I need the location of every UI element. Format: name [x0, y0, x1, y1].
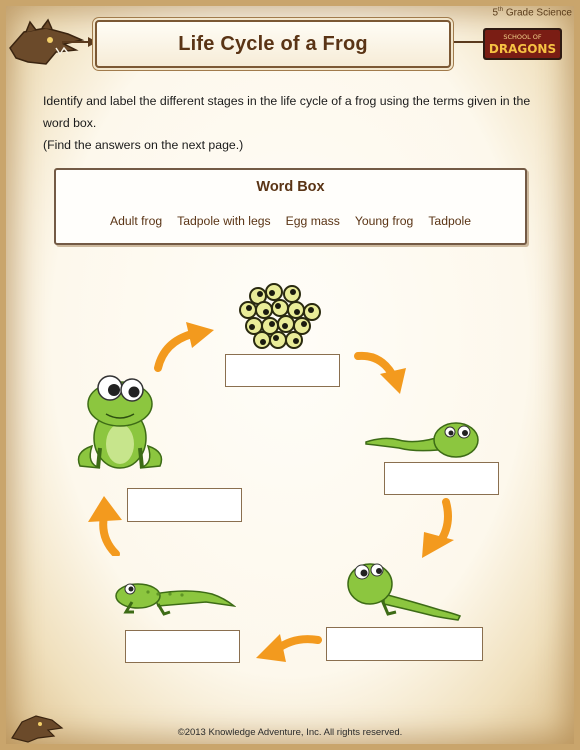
word-box-term: Tadpole [428, 214, 472, 228]
cycle-arrow-icon [418, 498, 456, 560]
grade-label: 5th Grade Science [492, 7, 572, 19]
egg-mass-illustration [236, 280, 324, 352]
cycle-arrow-icon [254, 628, 322, 666]
copyright-footer: ©2013 Knowledge Adventure, Inc. All rights reserved. [177, 727, 403, 738]
word-box-term: Adult frog [109, 214, 163, 228]
answer-box-adult-frog[interactable] [127, 488, 242, 522]
cycle-arrow-icon [152, 320, 216, 372]
page-title: Life Cycle of a Frog [178, 32, 368, 55]
young-frog-illustration [108, 572, 236, 616]
answer-box-young-frog[interactable] [125, 630, 240, 663]
instruction-note: (Find the answers on the next page.) [43, 138, 244, 152]
tadpole-illustration [364, 418, 482, 462]
word-box-term: Tadpole with legs [177, 214, 271, 228]
adult-frog-illustration [70, 368, 170, 474]
svg-text:DRAGONS: DRAGONS [488, 42, 557, 56]
instruction-text: Identify and label the different stages in the life cycle of a frog using the terms given in the word box. [43, 94, 531, 130]
word-box-term: Young frog [354, 214, 414, 228]
banner-arrow-left-icon [62, 36, 98, 48]
word-box-title: Word Box [256, 179, 325, 195]
title-banner [95, 20, 451, 68]
word-box [54, 168, 527, 245]
tadpole-with-legs-illustration [344, 558, 462, 622]
cycle-arrow-icon [86, 494, 126, 556]
answer-box-tadpole[interactable] [384, 462, 499, 495]
answer-box-tadpole-with-legs[interactable] [326, 627, 483, 661]
word-box-term: Egg mass [285, 214, 340, 228]
instructions [43, 90, 548, 156]
word-box-terms [56, 214, 525, 228]
school-of-dragons-logo [483, 28, 562, 60]
cycle-arrow-icon [354, 348, 412, 394]
answer-box-egg-mass[interactable] [225, 354, 340, 387]
svg-text:SCHOOL OF: SCHOOL OF [503, 33, 542, 41]
